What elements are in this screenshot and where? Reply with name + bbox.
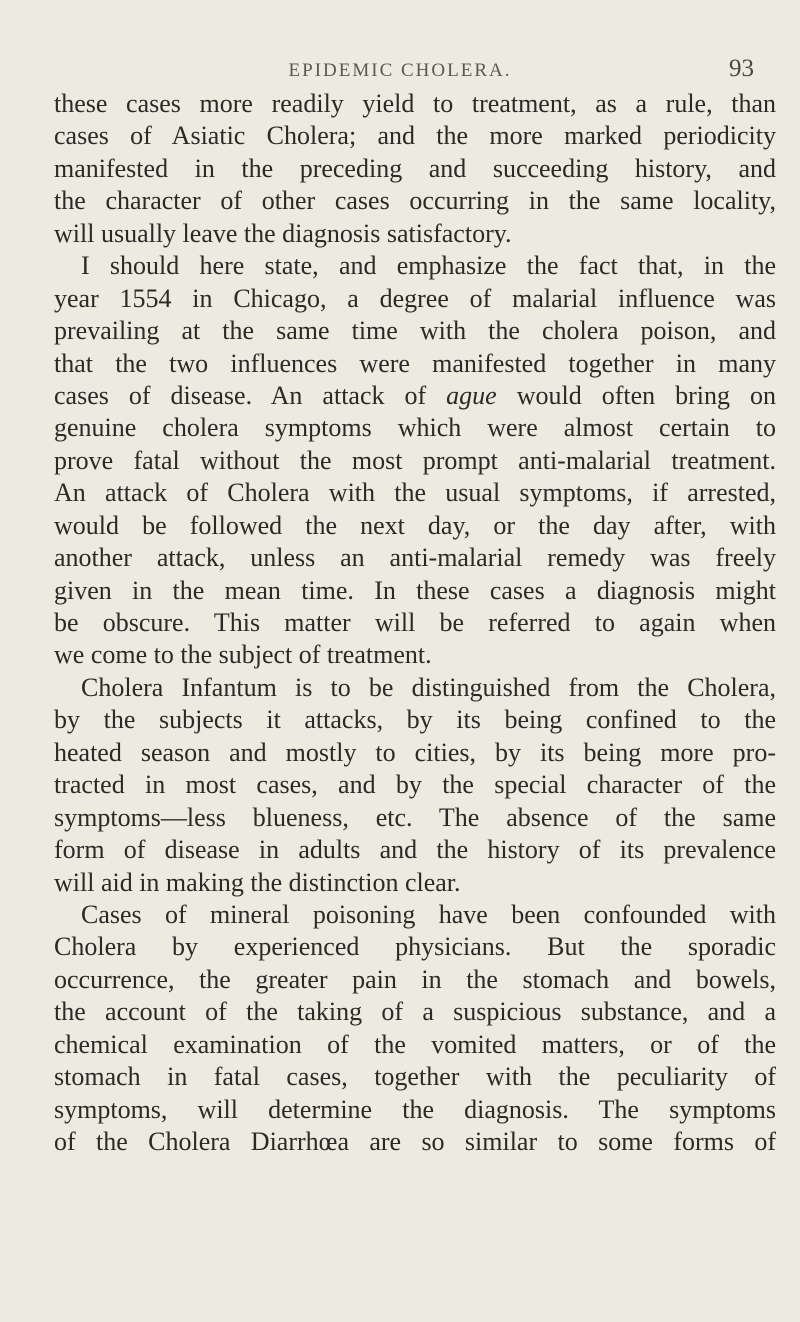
text-run: Cholera by experienced physicians. But the sporadic: [54, 932, 776, 962]
running-title: EPIDEMIC CHOLERA.: [288, 60, 512, 81]
text-run: stomach in fatal cases, together with the peculiarity of: [54, 1062, 776, 1092]
text-run: we come to the subject of treatment.: [54, 640, 432, 670]
text-run: Cases of mineral poisoning have been confounded with: [81, 899, 776, 929]
text-line: [54, 931, 776, 963]
text-line: [54, 380, 776, 412]
text-line: [54, 412, 776, 444]
text-run: year 1554 in Chicago, a degree of malarial influence was: [54, 283, 776, 313]
text-line: [54, 802, 776, 834]
text-line: [54, 704, 776, 736]
text-line: [54, 88, 776, 120]
text-line: [54, 348, 776, 380]
text-run: that the two influences were manifested together in many: [54, 348, 776, 378]
text-run: would often bring on: [496, 380, 776, 410]
text-line: [54, 120, 776, 152]
paragraph: [54, 672, 776, 899]
italic-term: ague: [446, 380, 497, 410]
text-line: [54, 185, 776, 217]
text-line: [54, 769, 776, 801]
text-run: chemical examination of the vomited matters, or of the: [54, 1029, 776, 1059]
running-head: [0, 55, 800, 90]
text-run: prove fatal without the most prompt anti-malarial treatment.: [54, 445, 776, 475]
text-line: [54, 1094, 776, 1126]
text-line: [54, 899, 776, 931]
page-number: 93: [729, 55, 754, 82]
text-run: form of disease in adults and the history of its prevalence: [54, 835, 776, 865]
text-run: symptoms, will determine the diagnosis. The symptoms: [54, 1094, 776, 1124]
text-run: symptoms—less blueness, etc. The absence of the same: [54, 802, 776, 832]
text-run: will aid in making the distinction clear.: [54, 867, 461, 897]
text-line: [54, 283, 776, 315]
text-run: these cases more readily yield to treatment, as a rule, than: [54, 89, 776, 118]
text-run: I should here state, and emphasize the fact that, in the: [81, 251, 776, 281]
text-line: [54, 445, 776, 477]
text-line: [54, 834, 776, 866]
text-line: [54, 315, 776, 347]
text-run: cases of Asiatic Cholera; and the more marked periodicity: [54, 121, 776, 151]
text-run: the account of the taking of a suspicious substance, and a: [54, 997, 776, 1027]
text-run: Cholera Infantum is to be distinguished from the Cholera,: [81, 672, 776, 702]
text-run: An attack of Cholera with the usual symptoms, if arrested,: [54, 478, 776, 508]
text-line: [54, 737, 776, 769]
text-run: the character of other cases occurring in the same locality,: [54, 186, 776, 216]
text-line: [54, 510, 776, 542]
text-run: another attack, unless an anti-malarial remedy was freely: [54, 543, 776, 573]
text-run: of the Cholera Diarrhœa are so similar to some forms of: [54, 1127, 776, 1156]
text-run: occurrence, the greater pain in the stomach and bowels,: [54, 964, 776, 994]
text-line: [54, 542, 776, 574]
text-line: [54, 964, 776, 996]
paragraph: [54, 250, 776, 672]
text-run: by the subjects it attacks, by its being confined to the: [54, 705, 776, 735]
text-line: [54, 575, 776, 607]
text-run: will usually leave the diagnosis satisfactory.: [54, 218, 512, 248]
paragraph: [54, 899, 776, 1159]
text-line: [54, 477, 776, 509]
text-run: cases of disease. An attack of: [54, 380, 447, 410]
text-line: [54, 1126, 776, 1158]
text-line: [54, 867, 776, 899]
text-run: heated season and mostly to cities, by its being more pro-: [54, 737, 776, 767]
text-run: be obscure. This matter will be referred to again when: [54, 608, 776, 637]
text-run: given in the mean time. In these cases a diagnosis might: [54, 575, 776, 605]
text-run: manifested in the preceding and succeeding history, and: [54, 153, 776, 183]
text-run: prevailing at the same time with the cholera poison, and: [54, 316, 776, 346]
text-line: [54, 672, 776, 704]
text-run: tracted in most cases, and by the special character of the: [54, 770, 776, 800]
text-line: [54, 250, 776, 282]
text-line: [54, 639, 776, 671]
text-line: [54, 153, 776, 185]
text-line: [54, 1029, 776, 1061]
text-line: [54, 218, 776, 250]
text-line: [54, 996, 776, 1028]
body-text: [54, 88, 776, 1158]
text-run: would be followed the next day, or the day after, with: [54, 510, 776, 540]
text-run: genuine cholera symptoms which were almost certain to: [54, 413, 776, 443]
text-line: [54, 1061, 776, 1093]
paragraph: [54, 88, 776, 250]
text-line: [54, 607, 776, 639]
